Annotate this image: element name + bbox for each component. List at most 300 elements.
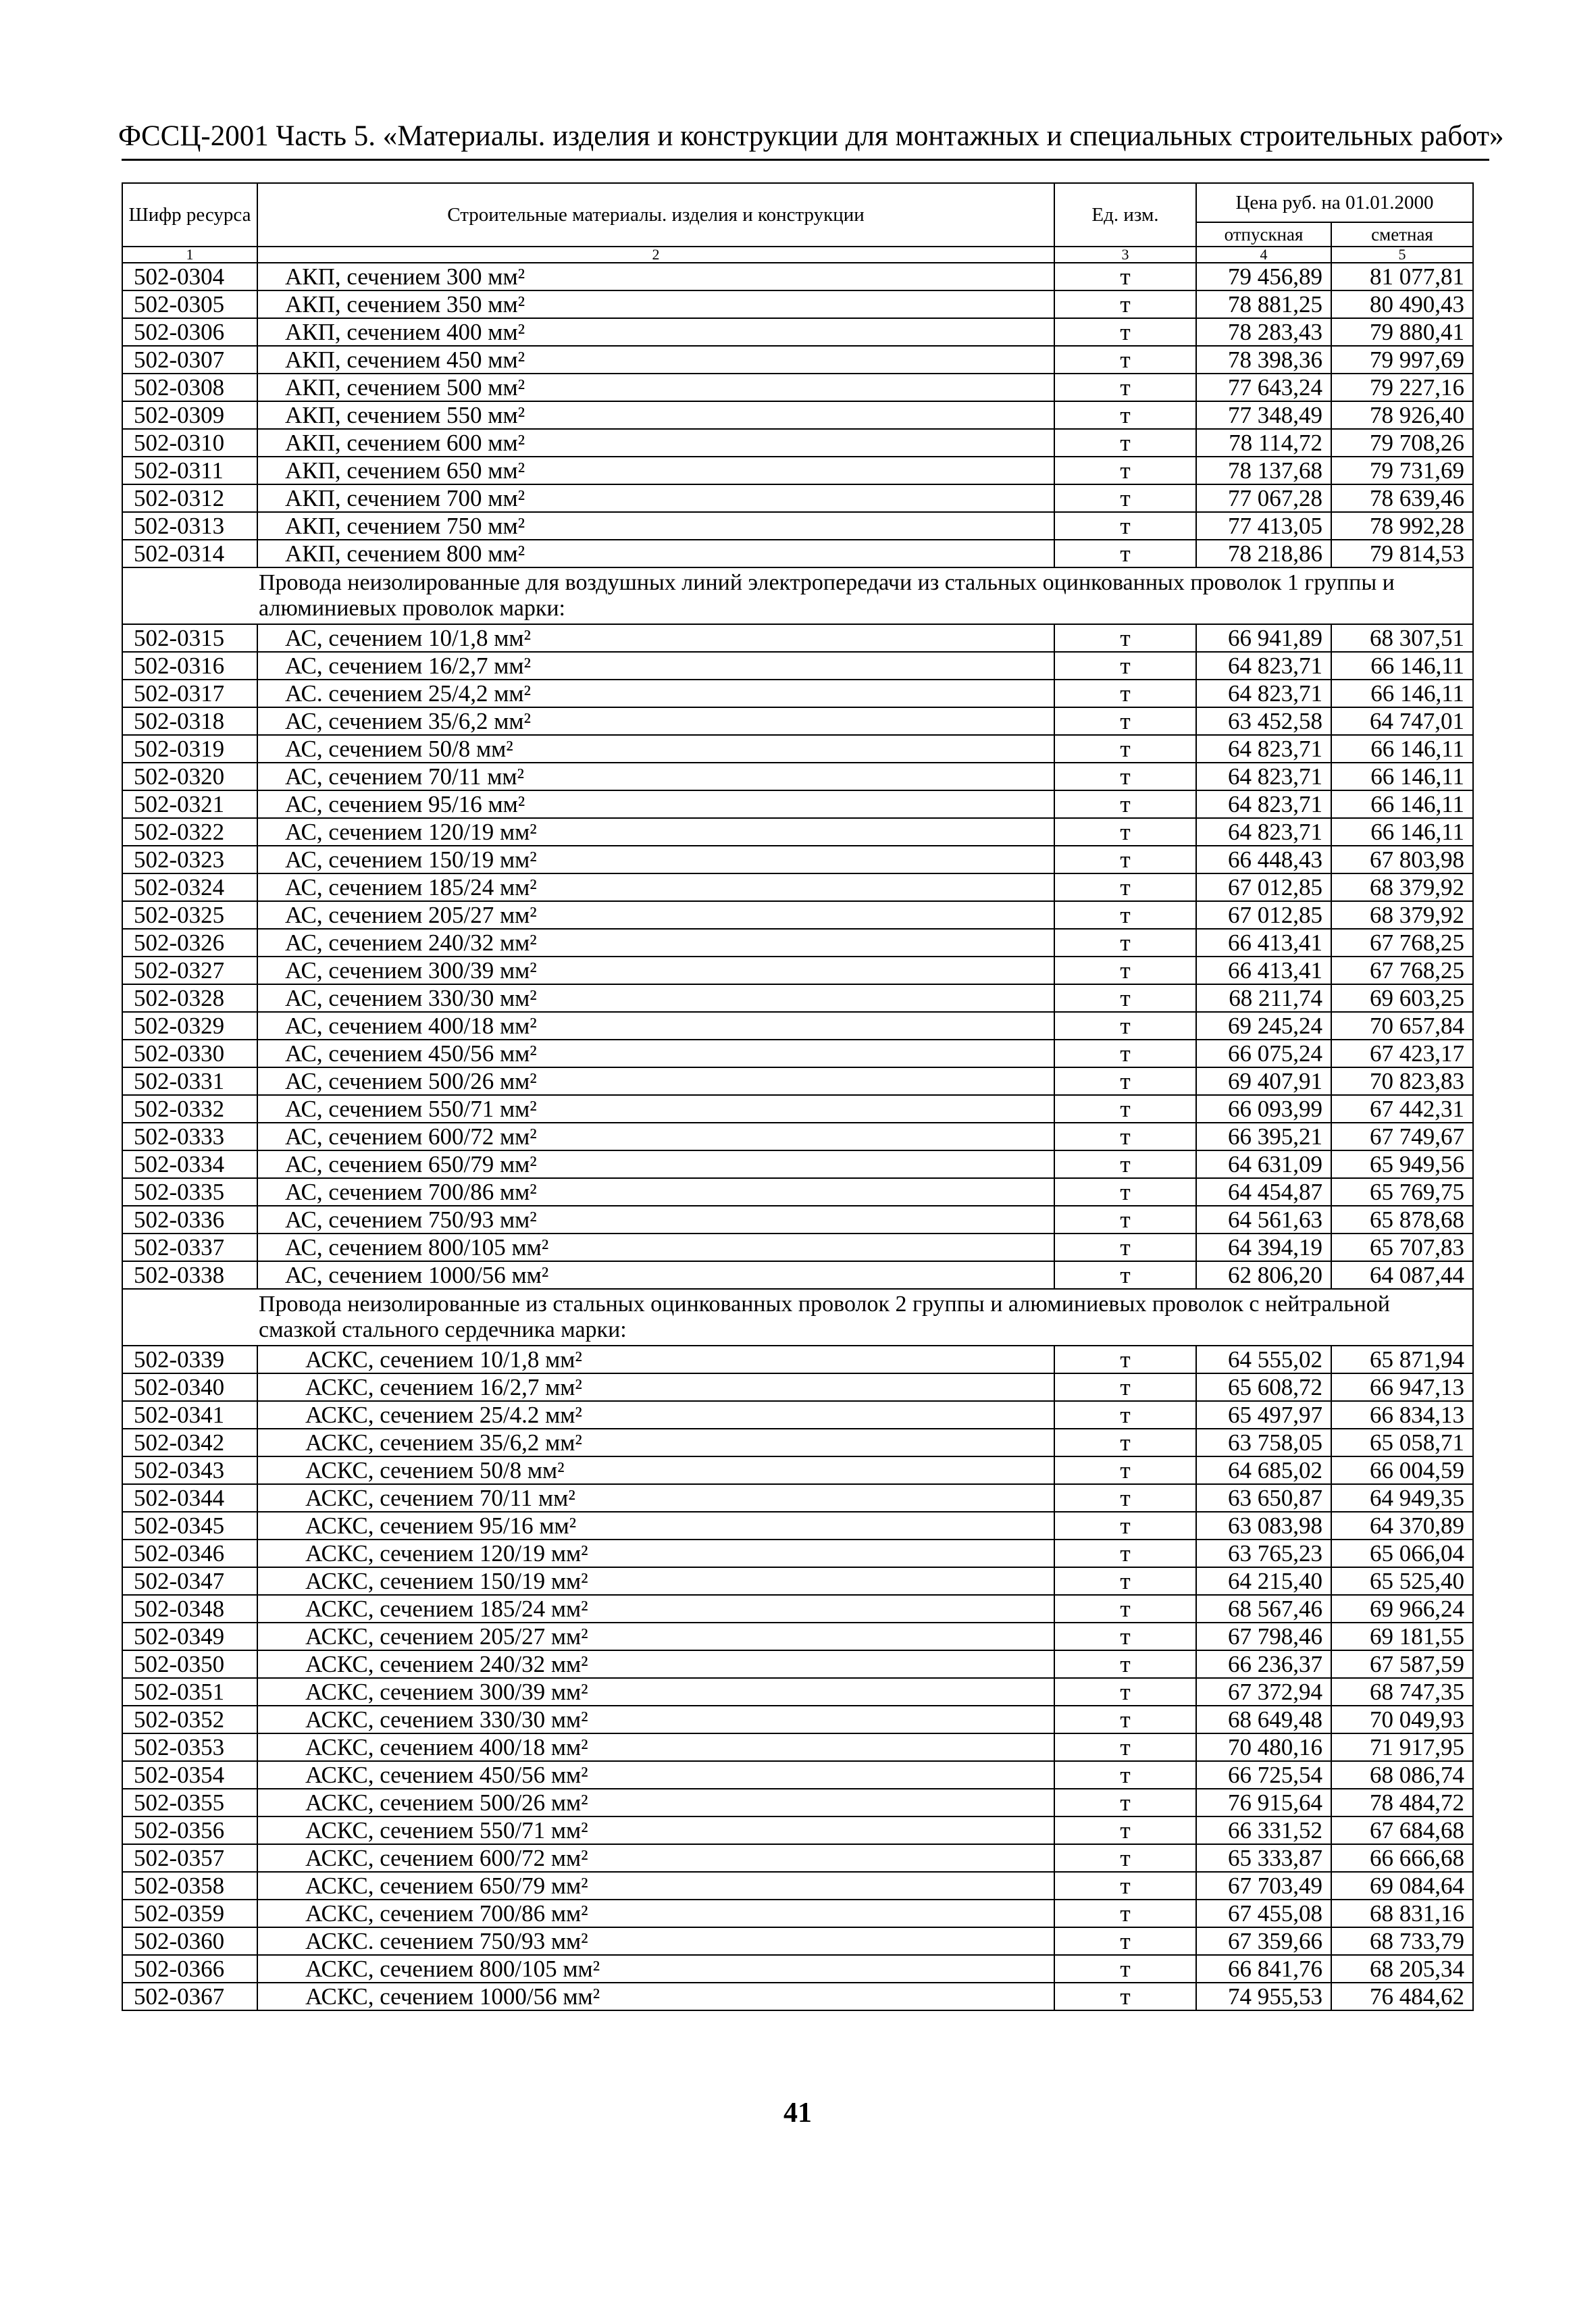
cell-price-estimate: 78 639,46 xyxy=(1331,484,1473,512)
cell-price-release: 79 456,89 xyxy=(1196,263,1331,290)
table-row xyxy=(122,1456,1473,1484)
cell-price-release: 63 765,23 xyxy=(1196,1540,1331,1567)
cell-name: АС, сечением 185/24 мм² xyxy=(257,873,1054,901)
cell-name: АСКС. сечением 750/93 мм² xyxy=(257,1927,1054,1955)
cell-price-release: 64 823,71 xyxy=(1196,818,1331,846)
table-row xyxy=(122,1983,1473,2010)
cell-code: 502-0333 xyxy=(122,1123,257,1150)
table-row xyxy=(122,1346,1473,1373)
cell-name: АС, сечением 240/32 мм² xyxy=(257,929,1054,957)
table-row xyxy=(122,790,1473,818)
cell-unit: т xyxy=(1054,984,1196,1012)
table-row xyxy=(122,1206,1473,1234)
cell-unit: т xyxy=(1054,790,1196,818)
cell-price-estimate: 66 146,11 xyxy=(1331,763,1473,790)
cell-price-release: 66 395,21 xyxy=(1196,1123,1331,1150)
cell-name: АСКС, сечением 550/71 мм² xyxy=(257,1816,1054,1844)
cell-name: АКП, сечением 800 мм² xyxy=(257,540,1054,567)
cell-code: 502-0366 xyxy=(122,1955,257,1983)
cell-price-release: 64 215,40 xyxy=(1196,1567,1331,1595)
table-row xyxy=(122,929,1473,957)
cell-name: АС, сечением 650/79 мм² xyxy=(257,1150,1054,1178)
cell-code: 502-0326 xyxy=(122,929,257,957)
cell-price-release: 67 703,49 xyxy=(1196,1872,1331,1900)
section-row xyxy=(122,1289,1473,1346)
cell-unit: т xyxy=(1054,1040,1196,1067)
cell-code: 502-0312 xyxy=(122,484,257,512)
column-number: 2 xyxy=(257,247,1054,263)
cell-name: АСКС, сечением 450/56 мм² xyxy=(257,1761,1054,1789)
cell-price-release: 64 555,02 xyxy=(1196,1346,1331,1373)
cell-price-estimate: 70 049,93 xyxy=(1331,1706,1473,1733)
cell-price-estimate: 65 058,71 xyxy=(1331,1429,1473,1456)
cell-unit: т xyxy=(1054,929,1196,957)
cell-price-release: 62 806,20 xyxy=(1196,1261,1331,1289)
cell-unit: т xyxy=(1054,512,1196,540)
cell-code: 502-0340 xyxy=(122,1373,257,1401)
cell-name: АСКС, сечением 120/19 мм² xyxy=(257,1540,1054,1567)
col-header-code: Шифр ресурса xyxy=(122,183,257,247)
column-number: 3 xyxy=(1054,247,1196,263)
cell-price-estimate: 67 684,68 xyxy=(1331,1816,1473,1844)
cell-name: АС, сечением 500/26 мм² xyxy=(257,1067,1054,1095)
cell-price-estimate: 68 379,92 xyxy=(1331,873,1473,901)
table-row xyxy=(122,1955,1473,1983)
cell-unit: т xyxy=(1054,429,1196,457)
cell-unit: т xyxy=(1054,624,1196,652)
cell-price-release: 78 218,86 xyxy=(1196,540,1331,567)
cell-code: 502-0356 xyxy=(122,1816,257,1844)
cell-name: АКП, сечением 700 мм² xyxy=(257,484,1054,512)
cell-price-release: 65 608,72 xyxy=(1196,1373,1331,1401)
cell-unit: т xyxy=(1054,1012,1196,1040)
cell-price-estimate: 79 708,26 xyxy=(1331,429,1473,457)
cell-code: 502-0334 xyxy=(122,1150,257,1178)
cell-code: 502-0335 xyxy=(122,1178,257,1206)
cell-code: 502-0316 xyxy=(122,652,257,680)
cell-price-estimate: 65 871,94 xyxy=(1331,1346,1473,1373)
cell-code: 502-0322 xyxy=(122,818,257,846)
cell-price-estimate: 76 484,62 xyxy=(1331,1983,1473,2010)
cell-name: АС, сечением 150/19 мм² xyxy=(257,846,1054,873)
cell-unit: т xyxy=(1054,1067,1196,1095)
cell-unit: т xyxy=(1054,873,1196,901)
table-row xyxy=(122,1234,1473,1261)
column-number: 5 xyxy=(1331,247,1473,263)
cell-name: АСКС, сечением 35/6,2 мм² xyxy=(257,1429,1054,1456)
cell-price-release: 64 823,71 xyxy=(1196,763,1331,790)
cell-price-release: 67 012,85 xyxy=(1196,873,1331,901)
cell-name: АС, сечением 400/18 мм² xyxy=(257,1012,1054,1040)
table-row xyxy=(122,624,1473,652)
table-row xyxy=(122,901,1473,929)
cell-code: 502-0350 xyxy=(122,1650,257,1678)
cell-price-estimate: 66 146,11 xyxy=(1331,652,1473,680)
cell-code: 502-0306 xyxy=(122,318,257,346)
cell-code: 502-0315 xyxy=(122,624,257,652)
cell-price-estimate: 70 657,84 xyxy=(1331,1012,1473,1040)
cell-price-estimate: 65 878,68 xyxy=(1331,1206,1473,1234)
cell-code: 502-0352 xyxy=(122,1706,257,1733)
cell-name: АСКС, сечением 600/72 мм² xyxy=(257,1844,1054,1872)
cell-code: 502-0329 xyxy=(122,1012,257,1040)
cell-price-estimate: 67 768,25 xyxy=(1331,957,1473,984)
cell-price-release: 78 881,25 xyxy=(1196,290,1331,318)
section-heading: Провода неизолированные для воздушных линий электропередачи из стальных оцинкованных проволок 1 группы и алюминиевых проволок марки: xyxy=(257,567,1473,624)
cell-name: АС, сечением 50/8 мм² xyxy=(257,735,1054,763)
cell-name: АКП, сечением 300 мм² xyxy=(257,263,1054,290)
cell-unit: т xyxy=(1054,1595,1196,1623)
table-row xyxy=(122,374,1473,401)
cell-unit: т xyxy=(1054,1761,1196,1789)
table-row xyxy=(122,263,1473,290)
table-row xyxy=(122,484,1473,512)
cell-price-estimate: 66 146,11 xyxy=(1331,818,1473,846)
cell-price-estimate: 68 307,51 xyxy=(1331,624,1473,652)
cell-code: 502-0318 xyxy=(122,707,257,735)
table-row xyxy=(122,707,1473,735)
cell-code: 502-0339 xyxy=(122,1346,257,1373)
table-row xyxy=(122,1872,1473,1900)
cell-price-estimate: 66 146,11 xyxy=(1331,790,1473,818)
cell-code: 502-0336 xyxy=(122,1206,257,1234)
table-row xyxy=(122,346,1473,374)
cell-price-estimate: 78 926,40 xyxy=(1331,401,1473,429)
cell-code: 502-0320 xyxy=(122,763,257,790)
cell-code: 502-0348 xyxy=(122,1595,257,1623)
cell-name: АСКС, сечением 300/39 мм² xyxy=(257,1678,1054,1706)
cell-unit: т xyxy=(1054,318,1196,346)
table-row xyxy=(122,540,1473,567)
cell-price-release: 69 245,24 xyxy=(1196,1012,1331,1040)
cell-code: 502-0337 xyxy=(122,1234,257,1261)
cell-unit: т xyxy=(1054,374,1196,401)
table-row xyxy=(122,1012,1473,1040)
cell-price-release: 66 075,24 xyxy=(1196,1040,1331,1067)
cell-unit: т xyxy=(1054,1456,1196,1484)
cell-price-release: 65 333,87 xyxy=(1196,1844,1331,1872)
cell-name: АСКС, сечением 70/11 мм² xyxy=(257,1484,1054,1512)
cell-price-estimate: 65 707,83 xyxy=(1331,1234,1473,1261)
table-row xyxy=(122,1067,1473,1095)
cell-price-estimate: 64 949,35 xyxy=(1331,1484,1473,1512)
cell-unit: т xyxy=(1054,1983,1196,2010)
header-rule xyxy=(122,159,1489,161)
cell-price-release: 66 941,89 xyxy=(1196,624,1331,652)
cell-name: АС, сечением 750/93 мм² xyxy=(257,1206,1054,1234)
cell-price-estimate: 68 747,35 xyxy=(1331,1678,1473,1706)
cell-unit: т xyxy=(1054,1706,1196,1733)
cell-name: АСКС, сечением 95/16 мм² xyxy=(257,1512,1054,1540)
cell-code: 502-0308 xyxy=(122,374,257,401)
cell-price-estimate: 66 004,59 xyxy=(1331,1456,1473,1484)
cell-unit: т xyxy=(1054,1900,1196,1927)
col-header-name: Строительные материалы. изделия и конструкции xyxy=(257,183,1054,247)
cell-unit: т xyxy=(1054,957,1196,984)
cell-price-release: 74 955,53 xyxy=(1196,1983,1331,2010)
table-row xyxy=(122,1429,1473,1456)
cell-price-estimate: 68 086,74 xyxy=(1331,1761,1473,1789)
cell-price-estimate: 64 370,89 xyxy=(1331,1512,1473,1540)
cell-code: 502-0305 xyxy=(122,290,257,318)
cell-code: 502-0314 xyxy=(122,540,257,567)
cell-name: АСКС, сечением 650/79 мм² xyxy=(257,1872,1054,1900)
cell-unit: т xyxy=(1054,1927,1196,1955)
cell-unit: т xyxy=(1054,1234,1196,1261)
table-row xyxy=(122,873,1473,901)
cell-price-release: 78 398,36 xyxy=(1196,346,1331,374)
table-row xyxy=(122,957,1473,984)
table-row xyxy=(122,1484,1473,1512)
cell-price-release: 65 497,97 xyxy=(1196,1401,1331,1429)
cell-price-release: 77 413,05 xyxy=(1196,512,1331,540)
cell-unit: т xyxy=(1054,707,1196,735)
cell-code: 502-0304 xyxy=(122,263,257,290)
cell-price-estimate: 67 587,59 xyxy=(1331,1650,1473,1678)
cell-unit: т xyxy=(1054,1512,1196,1540)
table-row xyxy=(122,735,1473,763)
table-row xyxy=(122,318,1473,346)
cell-price-release: 67 455,08 xyxy=(1196,1900,1331,1927)
cell-unit: т xyxy=(1054,1373,1196,1401)
table-row xyxy=(122,1844,1473,1872)
cell-unit: т xyxy=(1054,1650,1196,1678)
cell-unit: т xyxy=(1054,1844,1196,1872)
cell-name: АС, сечением 70/11 мм² xyxy=(257,763,1054,790)
cell-price-release: 77 067,28 xyxy=(1196,484,1331,512)
cell-unit: т xyxy=(1054,1872,1196,1900)
column-number: 1 xyxy=(122,247,257,263)
cell-code: 502-0343 xyxy=(122,1456,257,1484)
cell-name: АСКС, сечением 185/24 мм² xyxy=(257,1595,1054,1623)
cell-code: 502-0332 xyxy=(122,1095,257,1123)
cell-code: 502-0347 xyxy=(122,1567,257,1595)
table-row xyxy=(122,1595,1473,1623)
cell-price-estimate: 65 066,04 xyxy=(1331,1540,1473,1567)
cell-price-estimate: 79 731,69 xyxy=(1331,457,1473,484)
cell-code: 502-0330 xyxy=(122,1040,257,1067)
table-row xyxy=(122,1150,1473,1178)
cell-name: АС, сечением 205/27 мм² xyxy=(257,901,1054,929)
cell-price-estimate: 71 917,95 xyxy=(1331,1733,1473,1761)
cell-price-release: 66 413,41 xyxy=(1196,929,1331,957)
table-row xyxy=(122,652,1473,680)
cell-price-estimate: 67 423,17 xyxy=(1331,1040,1473,1067)
cell-price-release: 64 823,71 xyxy=(1196,680,1331,707)
cell-name: АСКС, сечением 16/2,7 мм² xyxy=(257,1373,1054,1401)
cell-price-release: 64 823,71 xyxy=(1196,652,1331,680)
cell-price-estimate: 67 768,25 xyxy=(1331,929,1473,957)
cell-name: АСКС, сечением 800/105 мм² xyxy=(257,1955,1054,1983)
cell-price-release: 66 413,41 xyxy=(1196,957,1331,984)
cell-name: АС, сечением 550/71 мм² xyxy=(257,1095,1054,1123)
cell-unit: т xyxy=(1054,1206,1196,1234)
col-header-unit: Ед. изм. xyxy=(1054,183,1196,247)
cell-code: 502-0309 xyxy=(122,401,257,429)
cell-price-estimate: 69 603,25 xyxy=(1331,984,1473,1012)
cell-unit: т xyxy=(1054,1955,1196,1983)
price-table xyxy=(122,182,1474,2011)
cell-price-estimate: 66 834,13 xyxy=(1331,1401,1473,1429)
cell-price-estimate: 79 880,41 xyxy=(1331,318,1473,346)
cell-name: АС, сечением 300/39 мм² xyxy=(257,957,1054,984)
cell-code: 502-0321 xyxy=(122,790,257,818)
cell-unit: т xyxy=(1054,735,1196,763)
table-row xyxy=(122,429,1473,457)
cell-price-release: 78 114,72 xyxy=(1196,429,1331,457)
table-row xyxy=(122,1816,1473,1844)
cell-name: АС, сечением 330/30 мм² xyxy=(257,984,1054,1012)
table-row xyxy=(122,1401,1473,1429)
table-row xyxy=(122,401,1473,429)
cell-code: 502-0351 xyxy=(122,1678,257,1706)
cell-name: АС, сечением 450/56 мм² xyxy=(257,1040,1054,1067)
table-row xyxy=(122,763,1473,790)
page-title: ФССЦ-2001 Часть 5. «Материалы. изделия и конструкции для монтажных и специальных строительных работ» xyxy=(118,120,1504,152)
cell-unit: т xyxy=(1054,1540,1196,1567)
page-number: 41 xyxy=(783,2098,812,2129)
cell-price-release: 67 798,46 xyxy=(1196,1623,1331,1650)
cell-name: АСКС, сечением 10/1,8 мм² xyxy=(257,1346,1054,1373)
cell-price-estimate: 64 747,01 xyxy=(1331,707,1473,735)
cell-code: 502-0344 xyxy=(122,1484,257,1512)
cell-price-release: 68 567,46 xyxy=(1196,1595,1331,1623)
table-row xyxy=(122,680,1473,707)
cell-unit: т xyxy=(1054,1816,1196,1844)
cell-price-release: 77 643,24 xyxy=(1196,374,1331,401)
cell-unit: т xyxy=(1054,763,1196,790)
cell-price-estimate: 67 749,67 xyxy=(1331,1123,1473,1150)
cell-name: АКП, сечением 450 мм² xyxy=(257,346,1054,374)
cell-unit: т xyxy=(1054,1261,1196,1289)
cell-unit: т xyxy=(1054,263,1196,290)
cell-name: АСКС, сечением 500/26 мм² xyxy=(257,1789,1054,1816)
cell-code: 502-0317 xyxy=(122,680,257,707)
section-row xyxy=(122,567,1473,624)
cell-price-estimate: 65 525,40 xyxy=(1331,1567,1473,1595)
cell-price-estimate: 79 814,53 xyxy=(1331,540,1473,567)
cell-unit: т xyxy=(1054,1346,1196,1373)
cell-price-release: 78 137,68 xyxy=(1196,457,1331,484)
cell-unit: т xyxy=(1054,1429,1196,1456)
table-row xyxy=(122,1040,1473,1067)
cell-unit: т xyxy=(1054,401,1196,429)
cell-price-release: 66 331,52 xyxy=(1196,1816,1331,1844)
cell-code: 502-0354 xyxy=(122,1761,257,1789)
cell-price-estimate: 65 949,56 xyxy=(1331,1150,1473,1178)
table-row xyxy=(122,512,1473,540)
cell-price-release: 68 649,48 xyxy=(1196,1706,1331,1733)
cell-unit: т xyxy=(1054,1484,1196,1512)
cell-price-release: 68 211,74 xyxy=(1196,984,1331,1012)
cell-price-estimate: 68 205,34 xyxy=(1331,1955,1473,1983)
cell-code: 502-0307 xyxy=(122,346,257,374)
cell-code: 502-0328 xyxy=(122,984,257,1012)
cell-name: АСКС, сечением 25/4.2 мм² xyxy=(257,1401,1054,1429)
cell-name: АСКС, сечением 205/27 мм² xyxy=(257,1623,1054,1650)
cell-price-release: 63 452,58 xyxy=(1196,707,1331,735)
cell-price-estimate: 65 769,75 xyxy=(1331,1178,1473,1206)
cell-price-estimate: 70 823,83 xyxy=(1331,1067,1473,1095)
cell-price-estimate: 69 966,24 xyxy=(1331,1595,1473,1623)
table-row xyxy=(122,1178,1473,1206)
cell-unit: т xyxy=(1054,457,1196,484)
cell-unit: т xyxy=(1054,1623,1196,1650)
table-row xyxy=(122,1567,1473,1595)
cell-name: АС, сечением 120/19 мм² xyxy=(257,818,1054,846)
section-blank-cell xyxy=(122,567,257,624)
cell-price-estimate: 69 084,64 xyxy=(1331,1872,1473,1900)
cell-name: АКП, сечением 350 мм² xyxy=(257,290,1054,318)
cell-price-estimate: 78 992,28 xyxy=(1331,512,1473,540)
cell-name: АКП, сечением 500 мм² xyxy=(257,374,1054,401)
cell-price-release: 64 823,71 xyxy=(1196,790,1331,818)
cell-name: АСКС, сечением 700/86 мм² xyxy=(257,1900,1054,1927)
cell-price-release: 70 480,16 xyxy=(1196,1733,1331,1761)
cell-code: 502-0349 xyxy=(122,1623,257,1650)
section-blank-cell xyxy=(122,1289,257,1346)
cell-price-estimate: 64 087,44 xyxy=(1331,1261,1473,1289)
cell-price-release: 67 372,94 xyxy=(1196,1678,1331,1706)
cell-code: 502-0353 xyxy=(122,1733,257,1761)
cell-code: 502-0323 xyxy=(122,846,257,873)
cell-name: АКП, сечением 650 мм² xyxy=(257,457,1054,484)
cell-price-release: 63 083,98 xyxy=(1196,1512,1331,1540)
cell-price-release: 64 394,19 xyxy=(1196,1234,1331,1261)
cell-unit: т xyxy=(1054,901,1196,929)
cell-price-release: 66 841,76 xyxy=(1196,1955,1331,1983)
cell-price-release: 66 093,99 xyxy=(1196,1095,1331,1123)
cell-price-estimate: 80 490,43 xyxy=(1331,290,1473,318)
cell-name: АС, сечением 700/86 мм² xyxy=(257,1178,1054,1206)
cell-price-release: 67 012,85 xyxy=(1196,901,1331,929)
cell-price-release: 64 823,71 xyxy=(1196,735,1331,763)
cell-unit: т xyxy=(1054,346,1196,374)
table-row xyxy=(122,1123,1473,1150)
cell-code: 502-0325 xyxy=(122,901,257,929)
cell-code: 502-0357 xyxy=(122,1844,257,1872)
table-row xyxy=(122,1678,1473,1706)
cell-unit: т xyxy=(1054,1401,1196,1429)
cell-price-estimate: 68 733,79 xyxy=(1331,1927,1473,1955)
cell-price-estimate: 66 146,11 xyxy=(1331,680,1473,707)
cell-code: 502-0358 xyxy=(122,1872,257,1900)
table-row xyxy=(122,1095,1473,1123)
cell-code: 502-0311 xyxy=(122,457,257,484)
table-row xyxy=(122,846,1473,873)
cell-code: 502-0313 xyxy=(122,512,257,540)
table-row xyxy=(122,1650,1473,1678)
cell-price-estimate: 68 831,16 xyxy=(1331,1900,1473,1927)
cell-name: АС, сечением 16/2,7 мм² xyxy=(257,652,1054,680)
cell-code: 502-0338 xyxy=(122,1261,257,1289)
cell-price-release: 63 758,05 xyxy=(1196,1429,1331,1456)
cell-price-estimate: 81 077,81 xyxy=(1331,263,1473,290)
table-row xyxy=(122,1900,1473,1927)
cell-price-release: 66 236,37 xyxy=(1196,1650,1331,1678)
cell-unit: т xyxy=(1054,1789,1196,1816)
cell-name: АС, сечением 95/16 мм² xyxy=(257,790,1054,818)
cell-price-release: 66 448,43 xyxy=(1196,846,1331,873)
cell-name: АКП, сечением 400 мм² xyxy=(257,318,1054,346)
cell-name: АКП, сечением 550 мм² xyxy=(257,401,1054,429)
cell-name: АСКС, сечением 50/8 мм² xyxy=(257,1456,1054,1484)
cell-code: 502-0342 xyxy=(122,1429,257,1456)
cell-unit: т xyxy=(1054,1150,1196,1178)
cell-price-release: 64 685,02 xyxy=(1196,1456,1331,1484)
cell-price-release: 64 561,63 xyxy=(1196,1206,1331,1234)
table-row xyxy=(122,818,1473,846)
